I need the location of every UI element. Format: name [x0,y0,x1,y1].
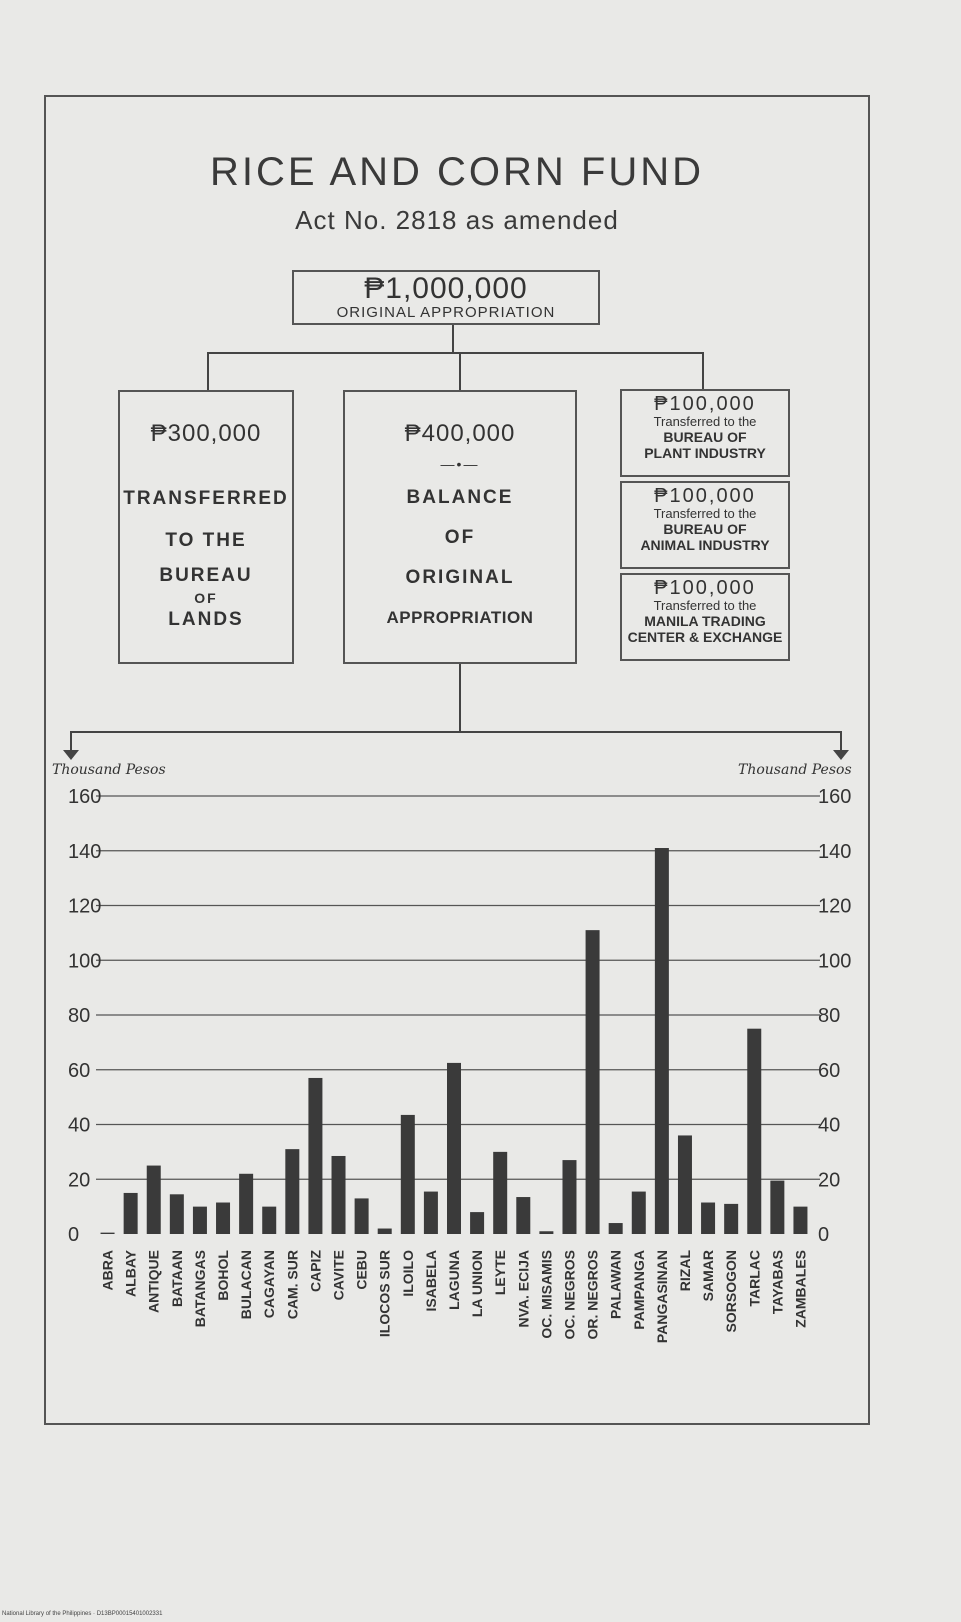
x-category-label: PALAWAN [607,1250,624,1319]
x-category-label: CAGAYAN [261,1250,278,1319]
y-tick-label-right: 120 [818,895,852,918]
bar [239,1174,253,1234]
footer-credit: National Library of the Philippines · D13BP00015401002331 [2,1611,163,1617]
x-category-label: LA UNION [469,1250,486,1318]
x-category-label: CAVITE [330,1250,347,1301]
x-category-label: ALBAY [122,1250,139,1297]
bar [701,1203,715,1234]
x-category-label: RIZAL [676,1250,693,1292]
animal-industry-name: ANIMAL INDUSTRY [640,537,770,553]
trading-center-text: Transferred to the [653,598,757,613]
bar [424,1192,438,1234]
balance-amount: ₱400,000 [404,420,516,447]
balance-line: APPROPRIATION [386,608,534,627]
x-category-label: ANTIQUE [145,1250,162,1313]
bar [609,1223,623,1234]
lands-line: TO THE [165,530,247,551]
y-tick-label-left: 140 [68,840,102,863]
bar [470,1212,484,1234]
y-tick-label-left: 100 [68,950,102,973]
x-category-label: SAMAR [700,1250,717,1302]
y-tick-label-right: 160 [818,786,852,808]
plant-industry-amount: ₱100,000 [654,393,756,415]
bar [493,1152,507,1234]
y-tick-label-left: 160 [68,786,102,808]
bar [262,1207,276,1234]
x-category-label: ZAMBALES [792,1250,809,1328]
balance-line: OF [444,527,476,548]
y-tick-label-left: 60 [68,1059,91,1082]
y-tick-label-right: 40 [818,1114,841,1137]
x-category-label: BOHOL [215,1250,232,1301]
y-tick-label-right: 0 [818,1224,830,1246]
y-tick-label-right: 20 [818,1169,841,1192]
animal-industry-name: BUREAU OF [663,521,747,537]
y-tick-label-right: 60 [818,1059,841,1082]
y-tick-label-left: 40 [68,1114,91,1137]
bar [401,1115,415,1234]
lands-line: LANDS [168,609,244,630]
x-category-label: BULACAN [238,1250,255,1320]
trading-center-name: CENTER & EXCHANGE [627,629,783,645]
y-tick-label-left: 20 [68,1169,91,1192]
bar [447,1063,461,1234]
animal-industry-amount: ₱100,000 [654,485,756,507]
y-tick-label-left: 80 [68,1005,91,1027]
x-category-label: CEBU [353,1250,370,1290]
bar [632,1192,646,1234]
bar [724,1204,738,1234]
original-appropriation-label: ORIGINAL APPROPRIATION [336,304,556,321]
x-category-label: ILOCOS SUR [376,1250,393,1338]
bar [124,1193,138,1234]
x-category-label: OC. NEGROS [561,1250,578,1340]
bar [770,1181,784,1234]
left-axis-unit: Thousand Pesos [52,762,166,778]
bar [101,1233,115,1234]
trading-center-amount: ₱100,000 [654,577,756,599]
bar [747,1029,761,1234]
bar [586,930,600,1234]
balance-line: ORIGINAL [405,567,515,588]
bar [655,848,669,1234]
x-category-label: ILOILO [399,1250,416,1297]
bar [516,1197,530,1234]
x-category-label: OC. MISAMIS [538,1250,555,1339]
x-category-label: CAM. SUR [284,1250,301,1320]
x-category-label: OR. NEGROS [584,1250,601,1340]
x-category-label: BATANGAS [191,1250,208,1328]
y-tick-label-left: 0 [68,1224,80,1246]
bar [147,1166,161,1234]
lands-line: OF [194,590,218,606]
y-tick-label-left: 120 [68,895,102,918]
page-title: RICE AND CORN FUND [209,150,705,194]
x-category-label: TAYABAS [769,1250,786,1315]
x-category-label: PANGASINAN [653,1250,670,1344]
bar [285,1149,299,1234]
bar [678,1135,692,1234]
y-tick-label-right: 140 [818,840,852,863]
animal-industry-text: Transferred to the [653,506,757,521]
bar [193,1207,207,1234]
original-appropriation-amount: ₱1,000,000 [364,272,528,305]
bar [216,1203,230,1234]
y-tick-label-right: 100 [818,950,852,973]
bar [539,1231,553,1234]
bar [355,1198,369,1234]
lands-line: BUREAU [159,565,253,586]
right-axis-unit: Thousand Pesos [738,762,852,778]
bar [308,1078,322,1234]
trading-center-name: MANILA TRADING [644,613,766,629]
x-category-label: ISABELA [422,1250,439,1312]
x-category-label: SORSOGON [723,1250,740,1333]
x-category-label: BATAAN [168,1250,185,1308]
bar [793,1207,807,1234]
x-category-label: LAGUNA [446,1250,462,1310]
bar [170,1194,184,1234]
x-category-label: CAPIZ [307,1250,324,1292]
bar [378,1229,392,1234]
x-category-label: LEYTE [492,1250,509,1296]
y-tick-label-right: 80 [818,1005,841,1027]
bar [332,1156,346,1234]
plant-industry-name: BUREAU OF [663,429,747,445]
balance-line: BALANCE [406,487,514,508]
x-category-label: ABRA [99,1250,116,1291]
lands-line: TRANSFERRED [123,488,289,509]
plant-industry-text: Transferred to the [653,414,757,429]
lands-transfer-amount: ₱300,000 [150,420,262,447]
x-category-label: TARLAC [746,1250,763,1307]
x-category-label: NVA. ECIJA [515,1250,532,1328]
balance-separator: —•— [440,456,480,472]
x-category-label: PAMPANGA [630,1250,647,1330]
page-subtitle: Act No. 2818 as amended [295,205,619,235]
bar [562,1160,576,1234]
plant-industry-name: PLANT INDUSTRY [644,445,766,461]
